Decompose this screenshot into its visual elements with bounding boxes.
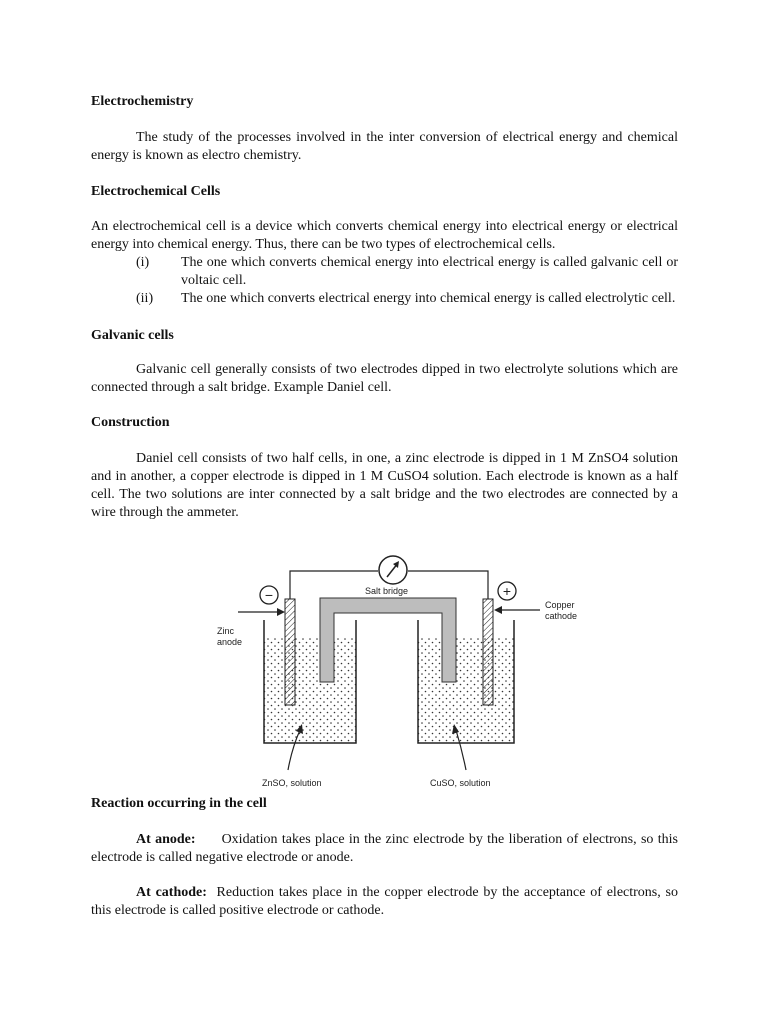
list-item-text: The one which converts chemical energy into electrical energy is called galvanic cell or voltaic cell.: [181, 255, 678, 288]
daniel-cell-diagram: [205, 548, 585, 794]
heading-electrochemical-cells: Electrochemical Cells: [91, 184, 221, 199]
paragraph-anode: [91, 831, 678, 867]
paragraph-construction: Daniel cell consists of two half cells, in one, a zinc electrode is dipped in 1 M ZnSO4 solution and in another, a copper electrode is dipped in 1 M CuSO4 solution. Each electrode is known as a half cell. The two solutions are inter connected by a salt bridge and the two electrodes are connected by a wire through the ammeter.: [91, 451, 678, 520]
heading-electrochemistry: Electrochemistry: [91, 94, 194, 109]
list-item-number: (ii): [136, 291, 154, 306]
cuso4-solution-label: CuSO, solution: [430, 778, 491, 788]
znso4-solution-label: ZnSO, solution: [262, 778, 322, 788]
minus-sign: −: [264, 587, 274, 603]
paragraph-intro: The study of the processes involved in the inter conversion of electrical energy and chemical energy is known as electro chemistry.: [91, 130, 678, 163]
salt-bridge-label: Salt bridge: [365, 586, 409, 596]
anode-label: At anode:: [136, 832, 196, 847]
copper-electrode: [483, 599, 493, 705]
zinc-anode-label: Zinc: [217, 626, 235, 636]
zinc-electrode: [285, 599, 295, 705]
list-item-text: The one which converts electrical energy into chemical energy is called electrolytic cell.: [181, 291, 676, 306]
heading-construction: Construction: [91, 415, 170, 430]
copper-arrow: [494, 606, 540, 614]
cuso4-solution: [418, 637, 514, 743]
zinc-anode-label-2: anode: [217, 637, 243, 647]
list-item-number: (i): [136, 255, 150, 270]
anode-text: Oxidation takes place in the zinc electrode by the liberation of electrons, so this electrode is called negative electrode or anode.: [91, 832, 678, 865]
znso4-solution: [264, 637, 356, 743]
ammeter-icon: [379, 556, 407, 584]
paragraph-cells: An electrochemical cell is a device which converts chemical energy into electrical energy or electrical energy into chemical energy. Thus, there can be two types of electrochemical cells.: [91, 219, 678, 252]
cathode-label: At cathode:: [136, 885, 207, 900]
paragraph-cathode: [91, 884, 678, 920]
heading-galvanic-cells: Galvanic cells: [91, 328, 174, 343]
copper-cathode-label: Copper: [545, 600, 575, 610]
heading-reaction: Reaction occurring in the cell: [91, 796, 267, 811]
plus-sign: +: [502, 583, 512, 599]
paragraph-galvanic: Galvanic cell generally consists of two electrodes dipped in two electrolyte solutions which are connected through a salt bridge. Example Daniel cell.: [91, 362, 678, 395]
zinc-arrow: [238, 608, 285, 616]
cathode-text: Reduction takes place in the copper electrode by the acceptance of electrons, so this electrode is called positive electrode or cathode.: [91, 885, 678, 918]
copper-cathode-label-2: cathode: [545, 611, 578, 621]
